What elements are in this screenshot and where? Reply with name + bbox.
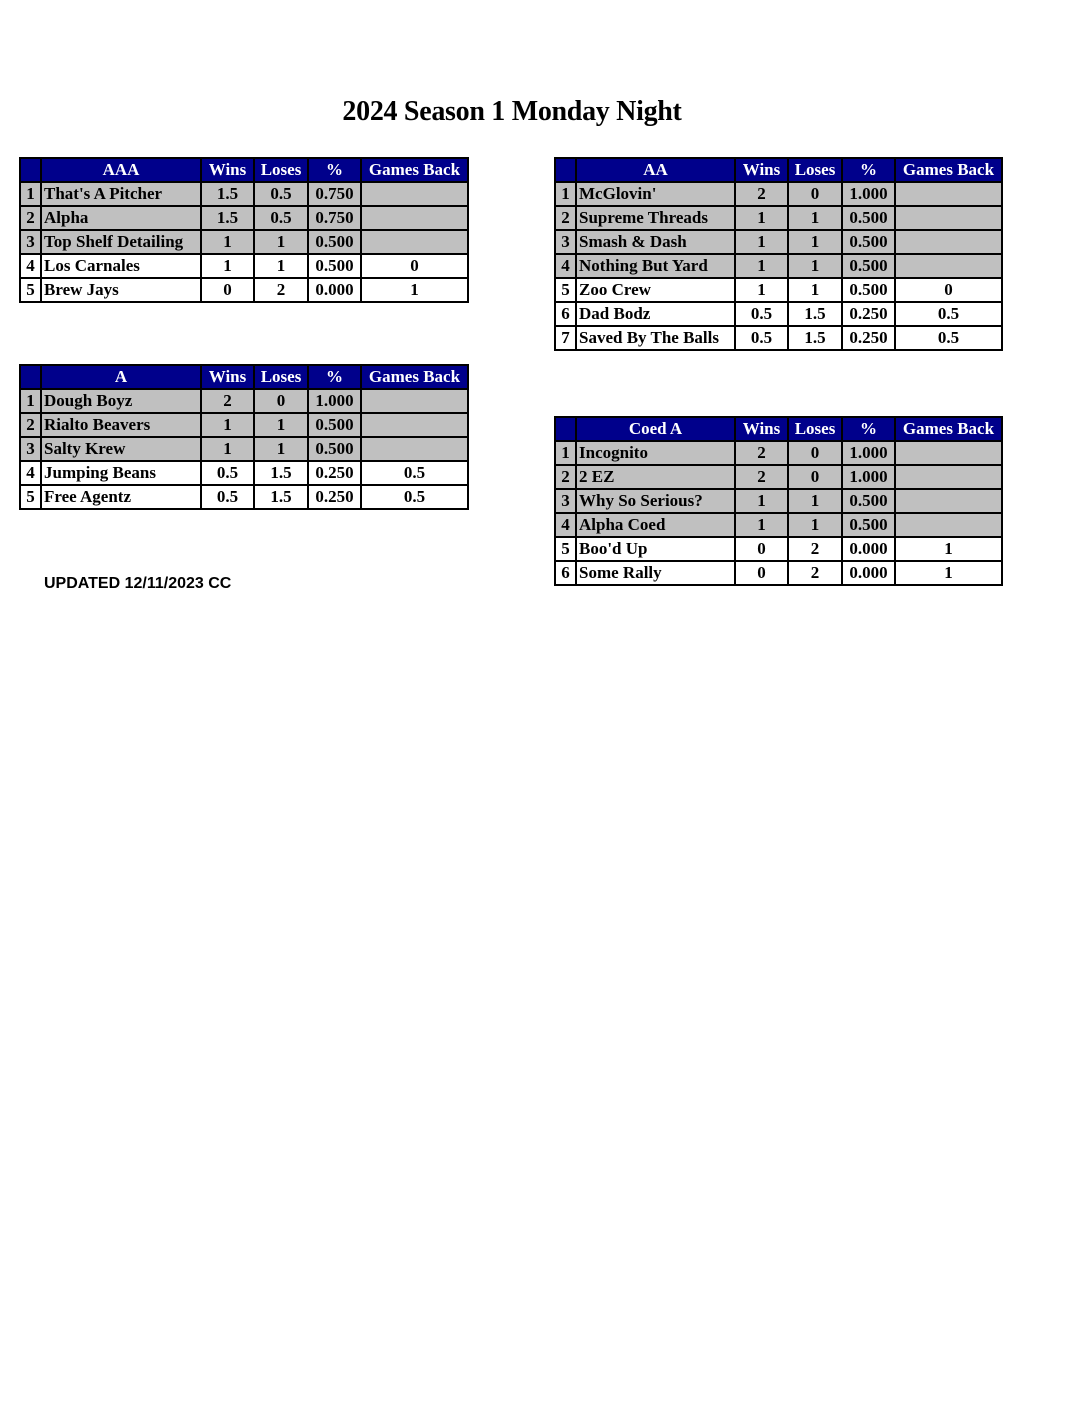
header-games-back: Games Back (361, 158, 468, 182)
loses-cell: 1 (788, 278, 842, 302)
loses-cell: 1.5 (788, 326, 842, 350)
header-loses: Loses (788, 158, 842, 182)
wins-cell: 1 (201, 437, 254, 461)
rank-cell: 6 (555, 302, 576, 326)
header-pct: % (842, 417, 895, 441)
wins-cell: 1 (735, 254, 788, 278)
pct-cell: 0.250 (308, 461, 361, 485)
header-division: AAA (41, 158, 201, 182)
loses-cell: 0.5 (254, 206, 308, 230)
standings-table-a (19, 364, 469, 510)
rank-cell: 1 (20, 182, 41, 206)
team-name: Salty Krew (41, 437, 201, 461)
loses-cell: 1.5 (254, 485, 308, 509)
loses-cell: 1 (788, 206, 842, 230)
table-row (555, 326, 1002, 350)
table-row (555, 489, 1002, 513)
team-name: Boo'd Up (576, 537, 735, 561)
loses-cell: 1 (254, 437, 308, 461)
rank-cell: 5 (20, 485, 41, 509)
games-back-cell (361, 230, 468, 254)
games-back-cell (361, 206, 468, 230)
rank-cell: 5 (555, 537, 576, 561)
wins-cell: 0.5 (735, 302, 788, 326)
team-name: Incognito (576, 441, 735, 465)
header-wins: Wins (201, 158, 254, 182)
team-name: Free Agentz (41, 485, 201, 509)
wins-cell: 1 (735, 278, 788, 302)
header-division: AA (576, 158, 735, 182)
wins-cell: 0 (735, 561, 788, 585)
rank-cell: 4 (555, 254, 576, 278)
pct-cell: 0.000 (308, 278, 361, 302)
wins-cell: 0.5 (201, 485, 254, 509)
rank-cell: 1 (20, 389, 41, 413)
team-name: Top Shelf Detailing (41, 230, 201, 254)
games-back-cell (895, 206, 1002, 230)
table-row (555, 561, 1002, 585)
loses-cell: 0 (788, 441, 842, 465)
team-name: Dough Boyz (41, 389, 201, 413)
pct-cell: 0.750 (308, 206, 361, 230)
pct-cell: 0.000 (842, 561, 895, 585)
rank-cell: 3 (20, 437, 41, 461)
standings-table-aaa (19, 157, 469, 303)
wins-cell: 1 (735, 489, 788, 513)
pct-cell: 0.250 (842, 302, 895, 326)
rank-cell: 2 (555, 206, 576, 230)
rank-cell: 6 (555, 561, 576, 585)
header-loses: Loses (254, 365, 308, 389)
loses-cell: 2 (788, 561, 842, 585)
pct-cell: 0.500 (308, 230, 361, 254)
table-header-row (555, 417, 1002, 441)
games-back-cell (895, 230, 1002, 254)
pct-cell: 0.750 (308, 182, 361, 206)
header-pct: % (308, 365, 361, 389)
table-row (20, 206, 468, 230)
pct-cell: 0.500 (308, 254, 361, 278)
table-row (20, 437, 468, 461)
loses-cell: 0 (788, 182, 842, 206)
wins-cell: 1.5 (201, 206, 254, 230)
header-wins: Wins (201, 365, 254, 389)
header-rank (20, 158, 41, 182)
loses-cell: 0 (254, 389, 308, 413)
table-row (555, 441, 1002, 465)
pct-cell: 0.500 (842, 513, 895, 537)
games-back-cell (895, 441, 1002, 465)
games-back-cell (361, 389, 468, 413)
table-row (20, 485, 468, 509)
team-name: Alpha Coed (576, 513, 735, 537)
header-loses: Loses (254, 158, 308, 182)
loses-cell: 2 (788, 537, 842, 561)
standings-table-coed-a (554, 416, 1003, 586)
header-pct: % (308, 158, 361, 182)
team-name: Zoo Crew (576, 278, 735, 302)
team-name: Nothing But Yard (576, 254, 735, 278)
pct-cell: 0.250 (842, 326, 895, 350)
team-name: Alpha (41, 206, 201, 230)
table-row (20, 278, 468, 302)
table-row (555, 206, 1002, 230)
loses-cell: 1 (788, 230, 842, 254)
table-header-row (20, 365, 468, 389)
loses-cell: 1.5 (788, 302, 842, 326)
table-row (20, 182, 468, 206)
pct-cell: 1.000 (842, 465, 895, 489)
table-row (20, 461, 468, 485)
games-back-cell (895, 489, 1002, 513)
team-name: Smash & Dash (576, 230, 735, 254)
table-row (555, 513, 1002, 537)
games-back-cell: 0 (895, 278, 1002, 302)
wins-cell: 2 (735, 465, 788, 489)
team-name: Jumping Beans (41, 461, 201, 485)
header-pct: % (842, 158, 895, 182)
pct-cell: 0.500 (842, 206, 895, 230)
games-back-cell (895, 513, 1002, 537)
header-wins: Wins (735, 417, 788, 441)
rank-cell: 5 (20, 278, 41, 302)
table-row (555, 302, 1002, 326)
loses-cell: 0 (788, 465, 842, 489)
wins-cell: 0.5 (201, 461, 254, 485)
rank-cell: 3 (555, 489, 576, 513)
games-back-cell (361, 437, 468, 461)
table-row (20, 389, 468, 413)
pct-cell: 0.500 (842, 230, 895, 254)
rank-cell: 3 (555, 230, 576, 254)
team-name: That's A Pitcher (41, 182, 201, 206)
header-division: A (41, 365, 201, 389)
team-name: 2 EZ (576, 465, 735, 489)
team-name: Supreme Threads (576, 206, 735, 230)
header-games-back: Games Back (895, 158, 1002, 182)
wins-cell: 2 (735, 441, 788, 465)
loses-cell: 2 (254, 278, 308, 302)
header-games-back: Games Back (361, 365, 468, 389)
team-name: Saved By The Balls (576, 326, 735, 350)
wins-cell: 1.5 (201, 182, 254, 206)
header-division: Coed A (576, 417, 735, 441)
pct-cell: 1.000 (842, 182, 895, 206)
loses-cell: 1 (254, 230, 308, 254)
pct-cell: 0.000 (842, 537, 895, 561)
games-back-cell: 0.5 (895, 326, 1002, 350)
header-games-back: Games Back (895, 417, 1002, 441)
rank-cell: 2 (20, 206, 41, 230)
standings-table-aa (554, 157, 1003, 351)
games-back-cell (361, 182, 468, 206)
games-back-cell (361, 413, 468, 437)
header-wins: Wins (735, 158, 788, 182)
page-title: 2024 Season 1 Monday Night (342, 96, 682, 127)
table-row (555, 254, 1002, 278)
pct-cell: 0.500 (308, 413, 361, 437)
rank-cell: 2 (20, 413, 41, 437)
games-back-cell (895, 182, 1002, 206)
rank-cell: 4 (20, 461, 41, 485)
wins-cell: 2 (735, 182, 788, 206)
table-row (20, 230, 468, 254)
games-back-cell: 0.5 (361, 485, 468, 509)
wins-cell: 1 (201, 230, 254, 254)
games-back-cell: 0 (361, 254, 468, 278)
table-row (555, 230, 1002, 254)
updated-note: UPDATED 12/11/2023 CC (44, 575, 232, 592)
table-row (555, 465, 1002, 489)
wins-cell: 2 (201, 389, 254, 413)
pct-cell: 0.500 (308, 437, 361, 461)
games-back-cell: 1 (895, 537, 1002, 561)
rank-cell: 4 (20, 254, 41, 278)
rank-cell: 5 (555, 278, 576, 302)
games-back-cell: 0.5 (361, 461, 468, 485)
table-row (555, 278, 1002, 302)
loses-cell: 1 (254, 254, 308, 278)
table-row (555, 182, 1002, 206)
wins-cell: 0 (735, 537, 788, 561)
team-name: Los Carnales (41, 254, 201, 278)
games-back-cell (895, 465, 1002, 489)
table-header-row (20, 158, 468, 182)
wins-cell: 1 (201, 413, 254, 437)
rank-cell: 1 (555, 441, 576, 465)
rank-cell: 1 (555, 182, 576, 206)
pct-cell: 1.000 (308, 389, 361, 413)
pct-cell: 0.250 (308, 485, 361, 509)
games-back-cell (895, 254, 1002, 278)
table-row (20, 413, 468, 437)
loses-cell: 1 (788, 489, 842, 513)
loses-cell: 1 (254, 413, 308, 437)
header-rank (555, 417, 576, 441)
wins-cell: 0 (201, 278, 254, 302)
wins-cell: 1 (735, 513, 788, 537)
table-header-row (555, 158, 1002, 182)
loses-cell: 1.5 (254, 461, 308, 485)
table-row (20, 254, 468, 278)
table-row (555, 537, 1002, 561)
rank-cell: 4 (555, 513, 576, 537)
team-name: McGlovin' (576, 182, 735, 206)
loses-cell: 1 (788, 254, 842, 278)
pct-cell: 1.000 (842, 441, 895, 465)
rank-cell: 2 (555, 465, 576, 489)
team-name: Rialto Beavers (41, 413, 201, 437)
rank-cell: 7 (555, 326, 576, 350)
games-back-cell: 1 (361, 278, 468, 302)
header-loses: Loses (788, 417, 842, 441)
team-name: Why So Serious? (576, 489, 735, 513)
pct-cell: 0.500 (842, 278, 895, 302)
team-name: Dad Bodz (576, 302, 735, 326)
team-name: Some Rally (576, 561, 735, 585)
wins-cell: 1 (201, 254, 254, 278)
rank-cell: 3 (20, 230, 41, 254)
games-back-cell: 1 (895, 561, 1002, 585)
pct-cell: 0.500 (842, 489, 895, 513)
wins-cell: 1 (735, 206, 788, 230)
pct-cell: 0.500 (842, 254, 895, 278)
loses-cell: 1 (788, 513, 842, 537)
header-rank (20, 365, 41, 389)
header-rank (555, 158, 576, 182)
wins-cell: 0.5 (735, 326, 788, 350)
team-name: Brew Jays (41, 278, 201, 302)
games-back-cell: 0.5 (895, 302, 1002, 326)
loses-cell: 0.5 (254, 182, 308, 206)
wins-cell: 1 (735, 230, 788, 254)
